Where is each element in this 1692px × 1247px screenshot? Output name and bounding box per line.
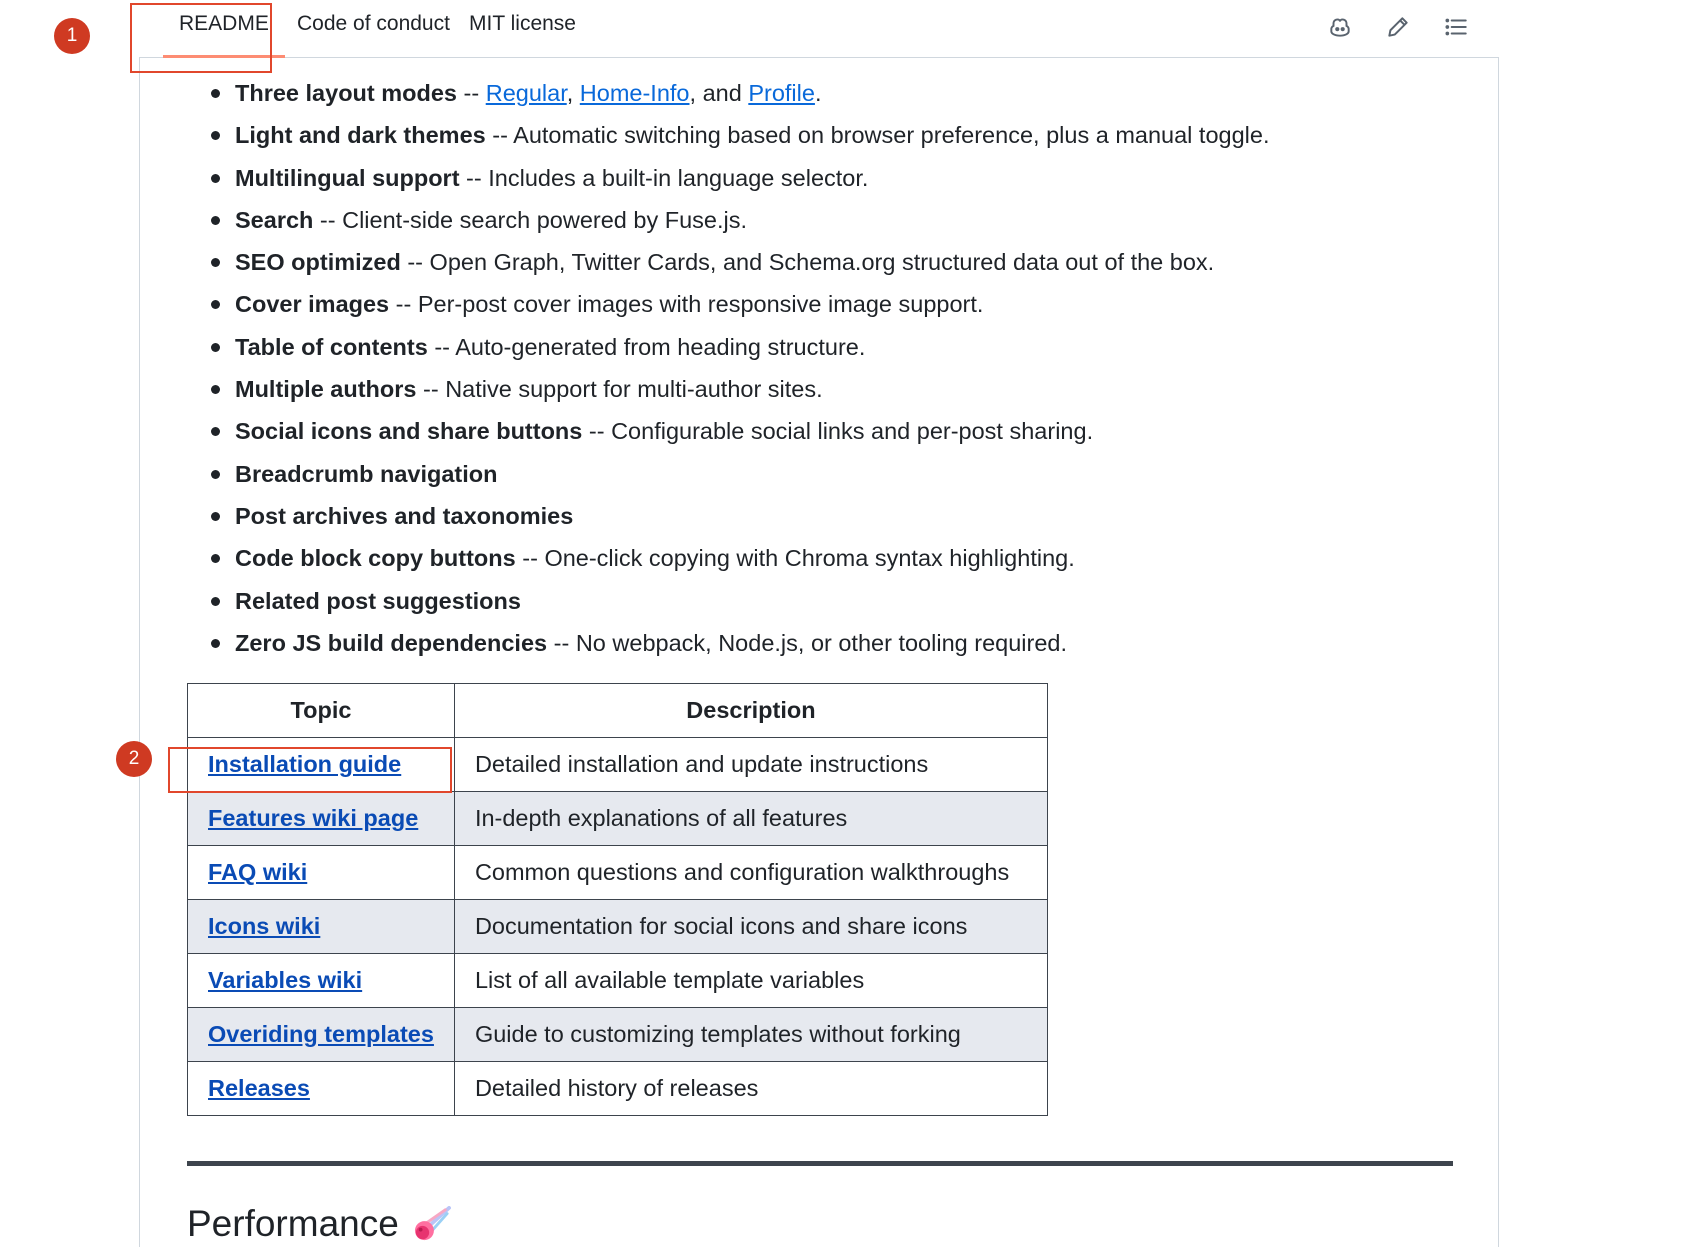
feature-desc: Includes a built-in language selector. xyxy=(488,164,869,191)
link-regular[interactable]: Regular xyxy=(485,80,567,106)
table-row xyxy=(188,846,1048,900)
list-item: Light and dark themes -- Automatic switching based on browser preference, plus a manual toggle. xyxy=(187,114,1269,156)
feature-desc: No webpack, Node.js, or other tooling required. xyxy=(575,629,1067,656)
outline-list-icon[interactable] xyxy=(1435,8,1477,46)
list-item: Multilingual support -- Includes a built-in language selector. xyxy=(187,157,1269,199)
feature-desc: Auto-generated from heading structure. xyxy=(455,333,866,360)
feature-desc: Native support for multi-author sites. xyxy=(445,376,823,403)
feature-desc: Configurable social links and per-post sharing. xyxy=(611,418,1094,445)
feature-desc: Client-side search powered by Fuse.js. xyxy=(342,206,748,233)
section-heading-text: Performance xyxy=(187,1203,399,1244)
tab-mit-license[interactable]: MIT license xyxy=(469,12,576,35)
feature-title: Post archives and taxonomies xyxy=(235,502,574,529)
copilot-icon[interactable] xyxy=(1319,8,1361,46)
list-item: Multiple authors -- Native support for multi-author sites. xyxy=(187,368,1269,410)
tab-code-of-conduct[interactable]: Code of conduct xyxy=(297,12,450,35)
feature-title: SEO optimized xyxy=(235,249,401,276)
list-item xyxy=(187,453,1269,495)
annotation-box-1 xyxy=(130,3,272,73)
list-item: Table of contents -- Auto-generated from heading structure. xyxy=(187,326,1269,368)
feature-title: Related post suggestions xyxy=(235,587,521,614)
description-cell: Documentation for social icons and share icons xyxy=(454,900,1047,954)
link-home-info[interactable]: Home-Info xyxy=(579,80,690,106)
feature-title: Search xyxy=(235,206,314,233)
link-icons-wiki[interactable]: Icons wiki xyxy=(208,913,321,939)
tab-readme[interactable]: README xyxy=(163,0,285,58)
annotation-badge-2: 2 xyxy=(116,741,152,777)
link-installation-guide[interactable]: Installation guide xyxy=(208,751,402,777)
feature-title: Multilingual support xyxy=(235,164,460,191)
link-features-wiki-page[interactable]: Features wiki page xyxy=(208,805,419,831)
feature-title: Social icons and share buttons xyxy=(235,418,583,445)
topic-cell xyxy=(188,1008,455,1062)
topic-cell xyxy=(188,846,455,900)
features-list xyxy=(187,72,1269,664)
feature-desc: Automatic switching based on browser preference, plus a manual toggle. xyxy=(513,122,1270,149)
list-item: Social icons and share buttons -- Configurable social links and per-post sharing. xyxy=(187,410,1269,452)
description-cell: Detailed history of releases xyxy=(454,1062,1047,1116)
link-variables-wiki[interactable]: Variables wiki xyxy=(208,967,363,993)
table-header-row xyxy=(188,684,1048,738)
readme-toolbar xyxy=(1319,8,1477,46)
topic-cell xyxy=(188,792,455,846)
annotation-box-2 xyxy=(168,747,452,793)
list-item: Cover images -- Per-post cover images with responsive image support. xyxy=(187,283,1269,325)
link-overiding-templates[interactable]: Overiding templates xyxy=(208,1021,434,1047)
table-row xyxy=(188,954,1048,1008)
edit-pencil-icon[interactable] xyxy=(1377,8,1419,46)
feature-title: Code block copy buttons xyxy=(235,545,516,572)
column-header-description: Description xyxy=(454,684,1047,738)
topic-cell xyxy=(188,954,455,1008)
feature-title: Table of contents xyxy=(235,333,428,360)
list-item: SEO optimized -- Open Graph, Twitter Cards, and Schema.org structured data out of the box. xyxy=(187,241,1269,283)
feature-title: Zero JS build dependencies xyxy=(235,629,548,656)
list-item xyxy=(187,495,1269,537)
horizontal-rule xyxy=(187,1161,1453,1166)
description-cell: List of all available template variables xyxy=(454,954,1047,1008)
list-item: Zero JS build dependencies -- No webpack, Node.js, or other tooling required. xyxy=(187,622,1269,664)
feature-title: Three layout modes xyxy=(235,80,457,106)
list-item xyxy=(187,580,1269,622)
feature-title: Breadcrumb navigation xyxy=(235,460,498,487)
link-profile[interactable]: Profile xyxy=(748,80,815,106)
comet-icon xyxy=(413,1206,451,1242)
topic-cell xyxy=(188,1062,455,1116)
feature-title: Cover images xyxy=(235,291,390,318)
table-row xyxy=(188,1062,1048,1116)
annotation-badge-1: 1 xyxy=(54,18,90,54)
table-row xyxy=(188,900,1048,954)
link-faq-wiki[interactable]: FAQ wiki xyxy=(208,859,308,885)
description-cell: Detailed installation and update instructions xyxy=(454,738,1047,792)
feature-desc: One-click copying with Chroma syntax highlighting. xyxy=(544,545,1075,572)
description-cell: Common questions and configuration walkthroughs xyxy=(454,846,1047,900)
feature-title: Light and dark themes xyxy=(235,122,486,149)
list-item: Code block copy buttons -- One-click copying with Chroma syntax highlighting. xyxy=(187,537,1269,579)
section-heading-performance xyxy=(187,1203,451,1245)
description-cell: In-depth explanations of all features xyxy=(454,792,1047,846)
table-row xyxy=(188,1008,1048,1062)
column-header-topic: Topic xyxy=(188,684,455,738)
list-item: Search -- Client-side search powered by Fuse.js. xyxy=(187,199,1269,241)
topic-cell xyxy=(188,900,455,954)
description-cell: Guide to customizing templates without forking xyxy=(454,1008,1047,1062)
table-row xyxy=(188,792,1048,846)
readme-tab-bar xyxy=(139,0,1499,58)
feature-desc: Per-post cover images with responsive image support. xyxy=(417,291,984,318)
link-releases[interactable]: Releases xyxy=(208,1075,310,1101)
feature-desc: Open Graph, Twitter Cards, and Schema.org structured data out of the box. xyxy=(429,249,1215,276)
feature-title: Multiple authors xyxy=(235,376,417,403)
list-item: Three layout modes -- Regular, Home-Info, and Profile. xyxy=(187,72,1269,114)
